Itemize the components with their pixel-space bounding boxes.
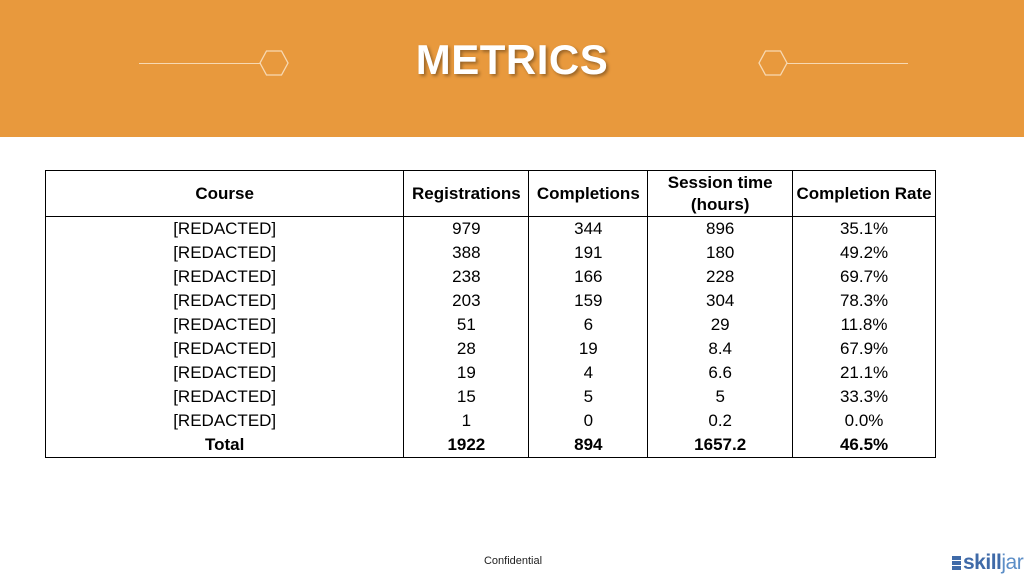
confidential-label: Confidential bbox=[483, 555, 543, 567]
registrations-cell: 388 bbox=[404, 241, 529, 265]
completions-cell: 4 bbox=[529, 361, 648, 385]
completions-cell: 6 bbox=[529, 313, 648, 337]
registrations-cell: 28 bbox=[404, 337, 529, 361]
total-session-time-cell: 1657.2 bbox=[648, 433, 793, 458]
registrations-cell: 51 bbox=[404, 313, 529, 337]
table-row bbox=[46, 313, 936, 337]
column-header-registrations: Registrations bbox=[404, 171, 529, 217]
course-cell: [REDACTED] bbox=[46, 289, 404, 313]
table-row bbox=[46, 409, 936, 433]
page-title: METRICS bbox=[415, 36, 609, 83]
registrations-cell: 979 bbox=[404, 217, 529, 242]
column-header-course: Course bbox=[46, 171, 404, 217]
session-time-cell: 8.4 bbox=[648, 337, 793, 361]
completion-rate-cell: 49.2% bbox=[793, 241, 936, 265]
session-time-cell: 5 bbox=[648, 385, 793, 409]
total-label-cell: Total bbox=[46, 433, 404, 458]
table-row bbox=[46, 385, 936, 409]
table-row bbox=[46, 361, 936, 385]
registrations-cell: 19 bbox=[404, 361, 529, 385]
session-time-cell: 180 bbox=[648, 241, 793, 265]
table-row bbox=[46, 289, 936, 313]
table-row bbox=[46, 241, 936, 265]
skilljar-logo bbox=[952, 550, 1023, 576]
registrations-cell: 203 bbox=[404, 289, 529, 313]
total-registrations-cell: 1922 bbox=[404, 433, 529, 458]
completion-rate-cell: 69.7% bbox=[793, 265, 936, 289]
session-time-cell: 304 bbox=[648, 289, 793, 313]
course-cell: [REDACTED] bbox=[46, 313, 404, 337]
total-completion-rate-cell: 46.5% bbox=[793, 433, 936, 458]
completion-rate-cell: 11.8% bbox=[793, 313, 936, 337]
session-time-cell: 896 bbox=[648, 217, 793, 242]
session-time-cell: 0.2 bbox=[648, 409, 793, 433]
logo-mark-icon bbox=[952, 555, 961, 571]
right-hexagon-icon bbox=[758, 50, 788, 76]
column-header-session-time: Session time (hours) bbox=[648, 171, 793, 217]
session-time-cell: 6.6 bbox=[648, 361, 793, 385]
course-cell: [REDACTED] bbox=[46, 241, 404, 265]
total-completions-cell: 894 bbox=[529, 433, 648, 458]
completions-cell: 344 bbox=[529, 217, 648, 242]
course-cell: [REDACTED] bbox=[46, 385, 404, 409]
completion-rate-cell: 33.3% bbox=[793, 385, 936, 409]
completion-rate-cell: 78.3% bbox=[793, 289, 936, 313]
metrics-table bbox=[45, 170, 936, 458]
completion-rate-cell: 21.1% bbox=[793, 361, 936, 385]
column-header-completions: Completions bbox=[529, 171, 648, 217]
column-header-completion-rate: Completion Rate bbox=[793, 171, 936, 217]
logo-text-light: jar bbox=[1001, 551, 1024, 574]
course-cell: [REDACTED] bbox=[46, 361, 404, 385]
table-header-row bbox=[46, 171, 936, 217]
table-row bbox=[46, 217, 936, 242]
logo-text-bold: skill bbox=[963, 551, 1002, 574]
course-cell: [REDACTED] bbox=[46, 217, 404, 242]
header-banner bbox=[0, 0, 1024, 137]
completions-cell: 159 bbox=[529, 289, 648, 313]
completion-rate-cell: 35.1% bbox=[793, 217, 936, 242]
table-total-row bbox=[46, 433, 936, 458]
completion-rate-cell: 0.0% bbox=[793, 409, 936, 433]
course-cell: [REDACTED] bbox=[46, 337, 404, 361]
table-row bbox=[46, 337, 936, 361]
session-time-cell: 228 bbox=[648, 265, 793, 289]
completion-rate-cell: 67.9% bbox=[793, 337, 936, 361]
right-decorative-line bbox=[787, 63, 908, 64]
completions-cell: 0 bbox=[529, 409, 648, 433]
completions-cell: 166 bbox=[529, 265, 648, 289]
course-cell: [REDACTED] bbox=[46, 409, 404, 433]
completions-cell: 5 bbox=[529, 385, 648, 409]
completions-cell: 191 bbox=[529, 241, 648, 265]
registrations-cell: 1 bbox=[404, 409, 529, 433]
table-row bbox=[46, 265, 936, 289]
course-cell: [REDACTED] bbox=[46, 265, 404, 289]
logo-wordmark bbox=[963, 551, 1023, 575]
registrations-cell: 15 bbox=[404, 385, 529, 409]
session-time-cell: 29 bbox=[648, 313, 793, 337]
registrations-cell: 238 bbox=[404, 265, 529, 289]
completions-cell: 19 bbox=[529, 337, 648, 361]
